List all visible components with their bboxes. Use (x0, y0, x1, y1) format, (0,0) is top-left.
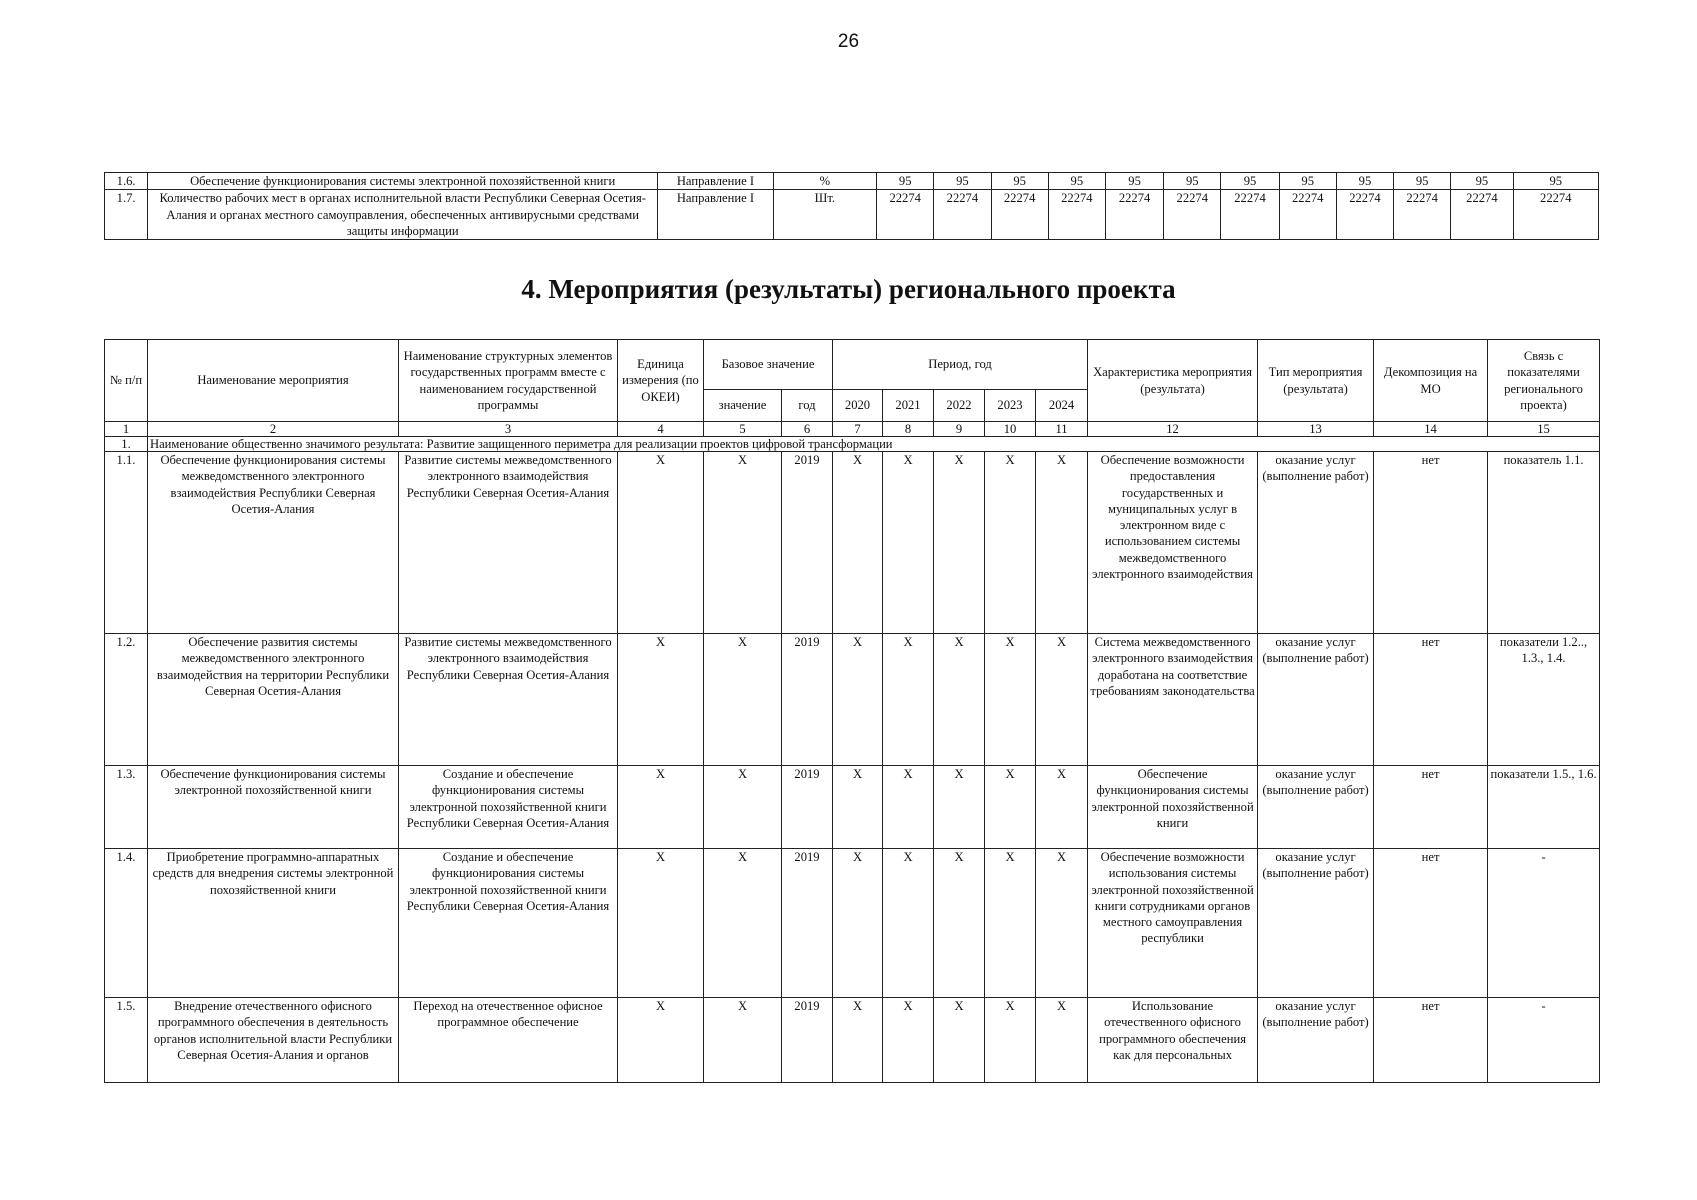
header-link: Связь с показателями регионального проекта) (1488, 340, 1600, 422)
period-value: X (934, 452, 985, 634)
indicator-link: показатель 1.1. (1488, 452, 1600, 634)
indicator-value: 95 (877, 173, 934, 190)
section-title: 4. Мероприятия (результаты) регионального проекта (521, 274, 1176, 304)
activity-type: оказание услуг (выполнение работ) (1258, 998, 1374, 1083)
row-number: 1.3. (105, 766, 148, 849)
activity-characteristic: Использование отечественного офисного программного обеспечения как для персональных (1088, 998, 1258, 1083)
indicator-value: 22274 (1394, 190, 1451, 240)
column-number: 12 (1088, 422, 1258, 437)
unit-value: X (618, 766, 704, 849)
header-year: 2024 (1036, 390, 1088, 422)
indicator-link: показатели 1.2.., 1.3., 1.4. (1488, 634, 1600, 766)
period-value: X (1036, 452, 1088, 634)
table-row (105, 634, 1600, 766)
group-row (105, 437, 1600, 452)
indicator-value: 22274 (1105, 190, 1163, 240)
period-value: X (1036, 766, 1088, 849)
structural-element: Создание и обеспечение функционирования системы электронной похозяйственной книги Республики Северная Осетия-Алания (399, 849, 618, 998)
indicator-value: 22274 (1451, 190, 1513, 240)
header-decomposition: Декомпозиция на МО (1374, 340, 1488, 422)
column-number-row (105, 422, 1600, 437)
base-year: 2019 (782, 849, 833, 998)
table-row (105, 173, 1599, 190)
indicator-value: 95 (1164, 173, 1221, 190)
header-base: Базовое значение (704, 340, 833, 390)
row-number: 1.6. (105, 173, 148, 190)
header-year: 2023 (985, 390, 1036, 422)
group-title: Наименование общественно значимого результата: Развитие защищенного периметра для реализации проектов цифровой трансформации (148, 437, 1600, 452)
table-row (105, 190, 1599, 240)
structural-element: Развитие системы межведомственного электронного взаимодействия Республики Северная Осетия-Алания (399, 452, 618, 634)
indicators-table-continuation (104, 172, 1599, 240)
header-year: 2021 (883, 390, 934, 422)
unit-value: X (618, 849, 704, 998)
decomposition-value: нет (1374, 998, 1488, 1083)
decomposition-value: нет (1374, 452, 1488, 634)
activity-type: оказание услуг (выполнение работ) (1258, 766, 1374, 849)
indicator-value: 22274 (1221, 190, 1279, 240)
activity-type: оказание услуг (выполнение работ) (1258, 452, 1374, 634)
header-name: Наименование мероприятия (148, 340, 399, 422)
indicator-value: 22274 (1513, 190, 1598, 240)
indicator-direction: Направление I (658, 173, 773, 190)
table-row (105, 766, 1600, 849)
indicator-value: 22274 (991, 190, 1048, 240)
indicator-value: 22274 (1279, 190, 1336, 240)
period-value: X (883, 766, 934, 849)
column-number: 15 (1488, 422, 1600, 437)
period-value: X (1036, 849, 1088, 998)
base-year: 2019 (782, 634, 833, 766)
decomposition-value: нет (1374, 766, 1488, 849)
period-value: X (985, 452, 1036, 634)
activity-characteristic: Система межведомственного электронного взаимодействия доработана на соответствие требованиям законодательства (1088, 634, 1258, 766)
period-value: X (985, 849, 1036, 998)
column-number: 5 (704, 422, 782, 437)
column-number: 10 (985, 422, 1036, 437)
column-number: 1 (105, 422, 148, 437)
header-unit: Единица измерения (по ОКЕИ) (618, 340, 704, 422)
indicator-value: 95 (1394, 173, 1451, 190)
indicator-link: - (1488, 998, 1600, 1083)
base-value: X (704, 849, 782, 998)
period-value: X (934, 849, 985, 998)
period-value: X (1036, 998, 1088, 1083)
activity-characteristic: Обеспечение возможности использования системы электронной похозяйственной книги сотрудниками органов местного самоуправления республики (1088, 849, 1258, 998)
period-value: X (883, 849, 934, 998)
base-year: 2019 (782, 452, 833, 634)
base-value: X (704, 766, 782, 849)
column-number: 8 (883, 422, 934, 437)
column-number: 13 (1258, 422, 1374, 437)
indicator-unit: Шт. (773, 190, 876, 240)
activity-name: Приобретение программно-аппаратных средств для внедрения системы электронной похозяйственной книги (148, 849, 399, 998)
header-period: Период, год (833, 340, 1088, 390)
period-value: X (883, 998, 934, 1083)
indicator-unit: % (773, 173, 876, 190)
decomposition-value: нет (1374, 634, 1488, 766)
column-number: 9 (934, 422, 985, 437)
group-number: 1. (105, 437, 148, 452)
row-number: 1.5. (105, 998, 148, 1083)
period-value: X (833, 998, 883, 1083)
period-value: X (833, 452, 883, 634)
indicator-value: 95 (1513, 173, 1598, 190)
header-year: 2022 (934, 390, 985, 422)
header-base-year: год (782, 390, 833, 422)
period-value: X (833, 849, 883, 998)
indicator-value: 95 (1048, 173, 1105, 190)
header-type: Тип мероприятия (результата) (1258, 340, 1374, 422)
period-value: X (934, 766, 985, 849)
row-number: 1.1. (105, 452, 148, 634)
column-number: 4 (618, 422, 704, 437)
table-row (105, 849, 1600, 998)
column-number: 7 (833, 422, 883, 437)
table-row (105, 452, 1600, 634)
structural-element: Создание и обеспечение функционирования системы электронной похозяйственной книги Республики Северная Осетия-Алания (399, 766, 618, 849)
unit-value: X (618, 452, 704, 634)
period-value: X (833, 766, 883, 849)
column-number: 3 (399, 422, 618, 437)
activity-type: оказание услуг (выполнение работ) (1258, 849, 1374, 998)
header-characteristic: Характеристика мероприятия (результата) (1088, 340, 1258, 422)
header-elements: Наименование структурных элементов государственных программ вместе с наименованием государственной программы (399, 340, 618, 422)
activity-characteristic: Обеспечение функционирования системы электронной похозяйственной книги (1088, 766, 1258, 849)
column-number: 6 (782, 422, 833, 437)
row-number: 1.7. (105, 190, 148, 240)
activity-name: Обеспечение функционирования системы электронной похозяйственной книги (148, 766, 399, 849)
activity-characteristic: Обеспечение возможности предоставления государственных и муниципальных услуг в электронном виде с использованием системы межведомственного электронного взаимодействия (1088, 452, 1258, 634)
base-value: X (704, 998, 782, 1083)
row-number: 1.4. (105, 849, 148, 998)
unit-value: X (618, 634, 704, 766)
indicator-value: 22274 (1048, 190, 1105, 240)
period-value: X (833, 634, 883, 766)
column-number: 2 (148, 422, 399, 437)
decomposition-value: нет (1374, 849, 1488, 998)
period-value: X (985, 998, 1036, 1083)
unit-value: X (618, 998, 704, 1083)
column-number: 14 (1374, 422, 1488, 437)
page-number: 26 (837, 31, 860, 52)
activity-name: Обеспечение развития системы межведомственного электронного взаимодействия на территории Республики Северная Осетия-Алания (148, 634, 399, 766)
indicator-value: 22274 (1164, 190, 1221, 240)
indicator-value: 95 (991, 173, 1048, 190)
indicator-link: - (1488, 849, 1600, 998)
activity-name: Внедрение отечественного офисного программного обеспечения в деятельность органов исполнительной власти Республики Северная Осетия-Алания и органов (148, 998, 399, 1083)
header-num: № п/п (105, 340, 148, 422)
indicator-value: 95 (1221, 173, 1279, 190)
indicator-value: 95 (1105, 173, 1163, 190)
activity-type: оказание услуг (выполнение работ) (1258, 634, 1374, 766)
period-value: X (985, 634, 1036, 766)
base-value: X (704, 452, 782, 634)
header-year: 2020 (833, 390, 883, 422)
period-value: X (985, 766, 1036, 849)
column-number: 11 (1036, 422, 1088, 437)
base-value: X (704, 634, 782, 766)
indicator-link: показатели 1.5., 1.6. (1488, 766, 1600, 849)
row-number: 1.2. (105, 634, 148, 766)
indicator-value: 22274 (1336, 190, 1393, 240)
indicator-value: 22274 (877, 190, 934, 240)
table-row (105, 998, 1600, 1083)
activity-name: Обеспечение функционирования системы межведомственного электронного взаимодействия Республики Северная Осетия-Алания (148, 452, 399, 634)
indicator-name: Количество рабочих мест в органах исполнительной власти Республики Северная Осетия-Алания и органах местного самоуправления, обеспеченных антивирусными средствами защиты информации (148, 190, 658, 240)
indicator-name: Обеспечение функционирования системы электронной похозяйственной книги (148, 173, 658, 190)
indicator-value: 95 (1279, 173, 1336, 190)
indicator-direction: Направление I (658, 190, 773, 240)
base-year: 2019 (782, 766, 833, 849)
indicator-value: 95 (1451, 173, 1513, 190)
activities-table (104, 339, 1600, 1083)
indicator-value: 95 (934, 173, 991, 190)
indicator-value: 95 (1336, 173, 1393, 190)
period-value: X (883, 452, 934, 634)
header-base-value: значение (704, 390, 782, 422)
base-year: 2019 (782, 998, 833, 1083)
period-value: X (934, 998, 985, 1083)
period-value: X (934, 634, 985, 766)
indicator-value: 22274 (934, 190, 991, 240)
period-value: X (1036, 634, 1088, 766)
structural-element: Развитие системы межведомственного электронного взаимодействия Республики Северная Осетия-Алания (399, 634, 618, 766)
period-value: X (883, 634, 934, 766)
structural-element: Переход на отечественное офисное программное обеспечение (399, 998, 618, 1083)
